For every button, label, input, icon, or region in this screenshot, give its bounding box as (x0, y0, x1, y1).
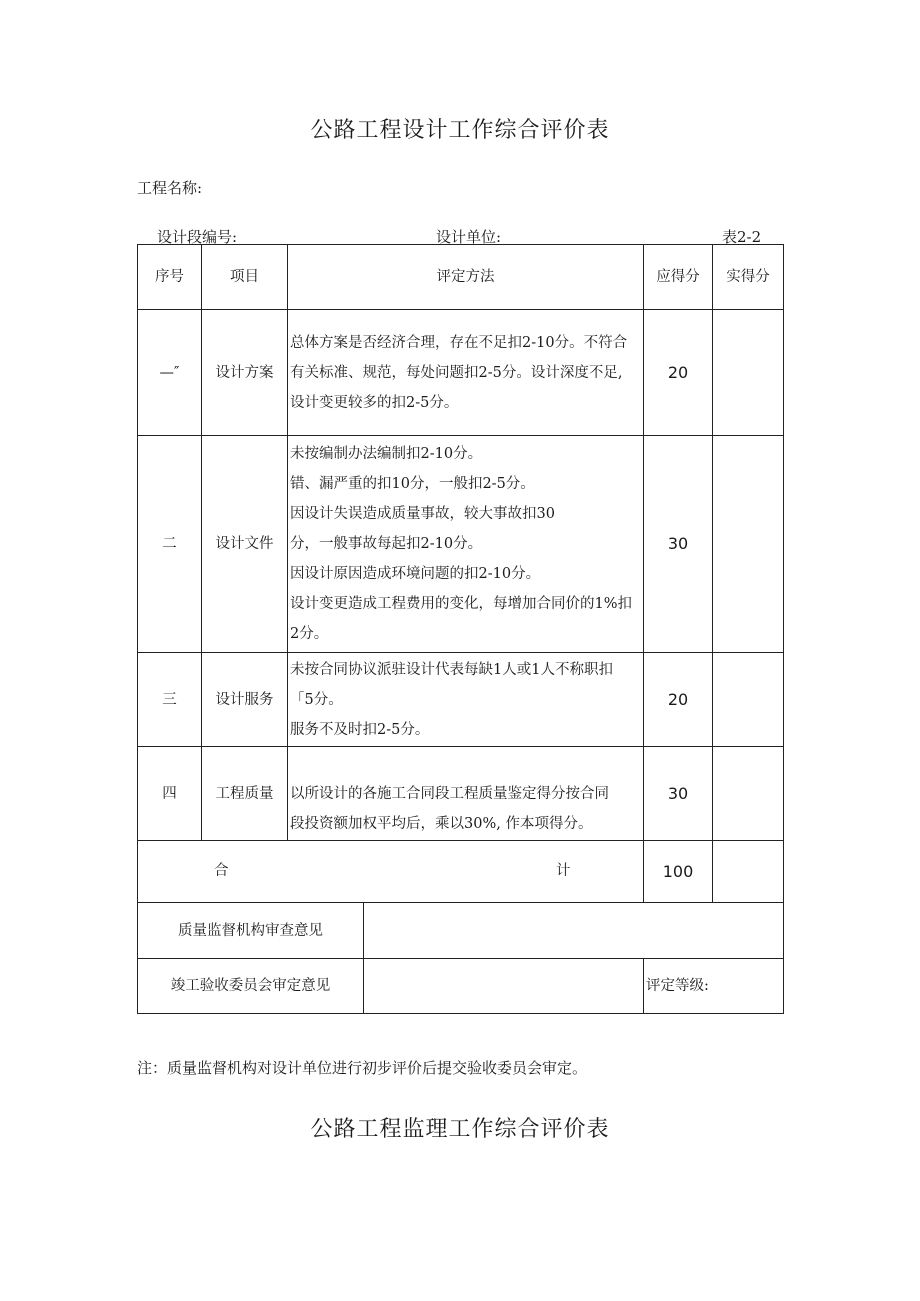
total-row (138, 841, 784, 903)
segment-label: 设计段编号: (157, 228, 238, 246)
method-line: 因设计原因造成环境问题的扣2-10分。 (290, 566, 541, 582)
row-actual-score[interactable] (713, 747, 784, 841)
total-score: 100 (644, 841, 713, 903)
header-full-score: 应得分 (644, 245, 713, 310)
header-actual-score: 实得分 (713, 245, 784, 310)
row-no: 二 (138, 436, 202, 653)
table-row (138, 310, 784, 436)
supervision-row (138, 903, 784, 959)
footnote: 注：质量监督机构对设计单位进行初步评价后提交验收委员会审定。 (137, 1059, 588, 1077)
total-label-right: 计 (556, 863, 571, 879)
row-actual-score[interactable] (713, 436, 784, 653)
evaluation-table (137, 244, 784, 1014)
row-item: 设计服务 (202, 653, 288, 747)
row-item: 设计文件 (202, 436, 288, 653)
table-row (138, 747, 784, 841)
method-line: 段投资额加权平均后，乘以30%, 作本项得分。 (290, 815, 593, 832)
row-full-score: 20 (644, 653, 713, 747)
table-number: 表2-2 (722, 228, 762, 246)
page-title: 公路工程设计工作综合评价表 (310, 118, 610, 143)
method-line: 错、漏严重的扣10分，一般扣2-5分。 (290, 476, 535, 492)
method-line: 未按合同协议派驻设计代表每缺1人或1人不称职扣 (290, 661, 613, 678)
grade-label: 评定等级: (646, 978, 709, 994)
row-method (288, 436, 644, 653)
row-no: —″ (138, 310, 202, 436)
design-unit-label: 设计单位: (436, 228, 502, 246)
table-row (138, 436, 784, 653)
method-line: 因设计失误造成质量事故，较大事故扣30 (290, 506, 555, 522)
row-item: 设计方案 (202, 310, 288, 436)
row-method (288, 747, 644, 841)
row-full-score: 20 (644, 310, 713, 436)
acceptance-row (138, 959, 784, 1014)
method-line: 服务不及时扣2-5分。 (290, 721, 430, 738)
row-full-score: 30 (644, 436, 713, 653)
method-line: 设计变更较多的扣2-5分。 (290, 394, 459, 411)
method-line: 总体方案是否经济合理，存在不足扣2-10分。不符合 (290, 334, 628, 351)
acceptance-label: 竣工验收委员会审定意见 (138, 959, 364, 1014)
next-page-title: 公路工程监理工作综合评价表 (310, 1117, 610, 1142)
row-no: 三 (138, 653, 202, 747)
header-item: 项目 (202, 245, 288, 310)
method-line: 「5分。 (290, 691, 343, 708)
header-method: 评定方法 (288, 245, 644, 310)
header-no: 序号 (138, 245, 202, 310)
row-method (288, 310, 644, 436)
method-line: 2分。 (290, 626, 329, 642)
total-actual-score[interactable] (713, 841, 784, 903)
grade-cell[interactable] (644, 959, 784, 1014)
table-header-row (138, 245, 784, 310)
row-method (288, 653, 644, 747)
row-actual-score[interactable] (713, 653, 784, 747)
table-row (138, 653, 784, 747)
method-line: 设计变更造成工程费用的变化，每增加合同价的1%扣 (290, 596, 633, 612)
total-label-left: 合 (214, 863, 229, 879)
supervision-label: 质量监督机构审查意见 (138, 903, 364, 959)
method-line: 以所设计的各施工合同段工程质量鉴定得分按合同 (290, 785, 609, 802)
row-no: 四 (138, 747, 202, 841)
method-line: 未按编制办法编制扣2-10分。 (290, 446, 483, 462)
row-actual-score[interactable] (713, 310, 784, 436)
total-label-cell (138, 841, 644, 903)
acceptance-opinion[interactable] (364, 959, 644, 1014)
row-full-score: 30 (644, 747, 713, 841)
method-line: 有关标准、规范，每处问题扣2-5分。设计深度不足, (290, 364, 623, 381)
row-item: 工程质量 (202, 747, 288, 841)
project-name-label: 工程名称: (137, 179, 203, 197)
method-line: 分，一般事故每起扣2-10分。 (290, 536, 483, 552)
supervision-opinion[interactable] (364, 903, 784, 959)
